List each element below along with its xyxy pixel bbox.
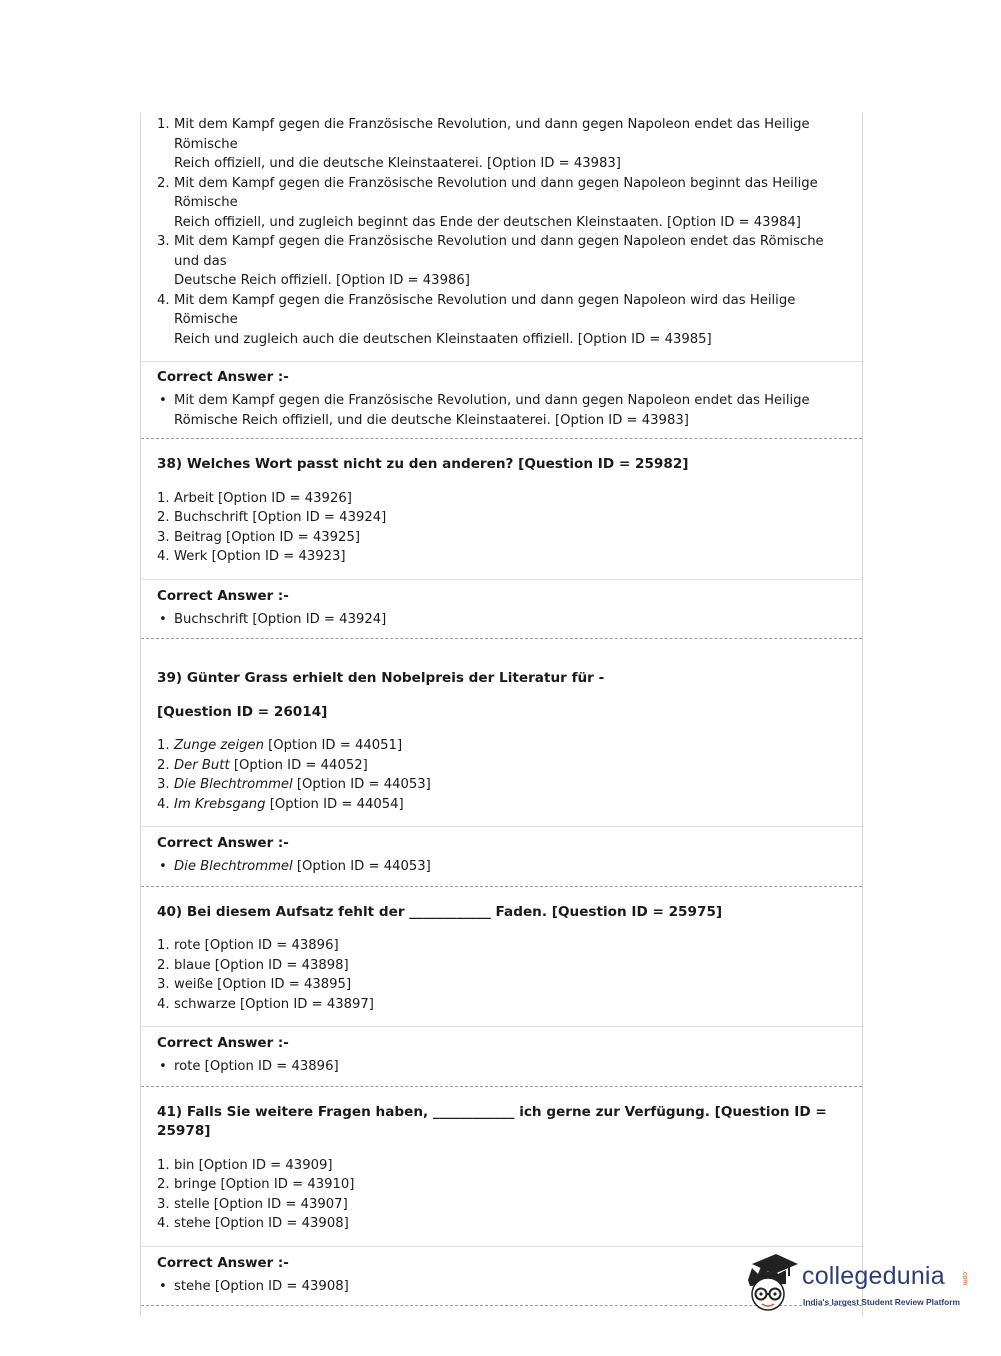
q38-block: [141, 439, 862, 579]
q40-answer-block: [141, 1027, 862, 1086]
q39-option-2: 2. Der Butt [Option ID = 44052]: [157, 757, 368, 773]
question-sheet: [140, 113, 863, 1316]
q38-option-4: 4. Werk [Option ID = 43923]: [157, 549, 346, 564]
q41-options: [157, 1156, 846, 1234]
q41-block: [141, 1087, 862, 1246]
question-text: 39) Günter Grass erhielt den Nobelpreis der Literatur für -: [157, 670, 605, 686]
q38-options: [157, 489, 846, 567]
answer-item: • stehe [Option ID = 43908]: [159, 1278, 349, 1294]
question-text: 38) Welches Wort passt nicht zu den anderen? [Question ID = 25982]: [157, 456, 689, 472]
answer-heading: Correct Answer :-: [157, 588, 289, 604]
logo-tagline: India's largest Student Review Platform: [803, 1297, 960, 1307]
q41-option-4: 4. stehe [Option ID = 43908]: [157, 1216, 349, 1231]
q39-answer: [157, 857, 846, 877]
q37-options-block: [141, 113, 862, 361]
q38-option-1: 1. Arbeit [Option ID = 43926]: [157, 490, 352, 506]
q39-block: [141, 639, 862, 826]
q37-answer: [157, 391, 846, 430]
q37-answer-block: [141, 362, 862, 438]
answer-item: • Die Blechtrommel [Option ID = 44053]: [159, 859, 431, 874]
q38-answer-block: [141, 580, 862, 639]
q41-option-3: 3. stelle [Option ID = 43907]: [157, 1196, 348, 1212]
answer-item: • Buchschrift [Option ID = 43924]: [159, 611, 387, 627]
answer-item: • Mit dem Kampf gegen die Französische Revolution, und dann gegen Napoleon endet das Heilige Römische Reich offiziell, und die deutsche Kleinstaaterei. [Option ID = 43983]: [159, 393, 810, 428]
collegedunia-logo: [742, 1250, 972, 1320]
mascot-icon: [742, 1250, 802, 1320]
q38-option-2: 2. Buchschrift [Option ID = 43924]: [157, 510, 387, 525]
answer-heading: Correct Answer :-: [157, 1036, 289, 1051]
q40-option-1: 1. rote [Option ID = 43896]: [157, 938, 339, 953]
q37-option-3: 3. Mit dem Kampf gegen die Französische Revolution und dann gegen Napoleon endet das Römische und das Deutsche Reich offiziell. [Option ID = 43986]: [157, 234, 824, 288]
q38-option-3: 3. Beitrag [Option ID = 43925]: [157, 529, 360, 545]
answer-heading: Correct Answer :-: [157, 370, 289, 385]
question-text: 40) Bei diesem Aufsatz fehlt der ____________ Faden. [Question ID = 25975]: [157, 903, 723, 920]
q39-option-1: 1. Zunge zeigen [Option ID = 44051]: [157, 738, 403, 753]
q39-option-3: 3. Die Blechtrommel [Option ID = 44053]: [157, 777, 431, 792]
q40-option-4: 4. schwarze [Option ID = 43897]: [157, 996, 374, 1012]
answer-heading: Correct Answer :-: [157, 836, 289, 851]
q41-option-2: 2. bringe [Option ID = 43910]: [157, 1177, 355, 1192]
q39-option-4: 4. Im Krebsgang [Option ID = 44054]: [157, 796, 404, 812]
q37-option-4: 4. Mit dem Kampf gegen die Französische Revolution und dann gegen Napoleon wird das Heilige Römische Reich und zugleich auch die deutschen Kleinstaaten offiziell. [Option ID = 43985]: [157, 292, 796, 347]
logo-wordmark: collegedunia: [802, 1262, 945, 1290]
q39-options: [157, 736, 846, 814]
answer-item: • rote [Option ID = 43896]: [159, 1059, 339, 1074]
q40-option-2: 2. blaue [Option ID = 43898]: [157, 957, 349, 973]
q38-answer: [157, 610, 846, 630]
question-text: 41) Falls Sie weitere Fragen haben, ____________ ich gerne zur Verfügung. [Question ID = 25978]: [157, 1103, 827, 1139]
question-id: [Question ID = 26014]: [157, 703, 328, 720]
q37-option-1: 1. Mit dem Kampf gegen die Französische Revolution, und dann gegen Napoleon endet das Heilige Römische Reich offiziell, und die deutsche Kleinstaaterei. [Option ID = 43983]: [157, 117, 810, 171]
q41-option-1: 1. bin [Option ID = 43909]: [157, 1157, 333, 1173]
q40-block: [141, 887, 862, 1027]
q40-answer: [157, 1057, 846, 1077]
q39-answer-block: [141, 827, 862, 886]
answer-heading: Correct Answer :-: [157, 1255, 289, 1271]
q37-option-2: 2. Mit dem Kampf gegen die Französische Revolution und dann gegen Napoleon beginnt das Heilige Römische Reich offiziell, und zugleich beginnt das Ende der deutschen Kleinstaaten. [Option ID = 43984]: [157, 175, 818, 230]
q37-options: [157, 115, 846, 349]
logo-domain-suffix: .com: [961, 1270, 968, 1286]
q40-options: [157, 936, 846, 1014]
q40-option-3: 3. weiße [Option ID = 43895]: [157, 977, 352, 992]
